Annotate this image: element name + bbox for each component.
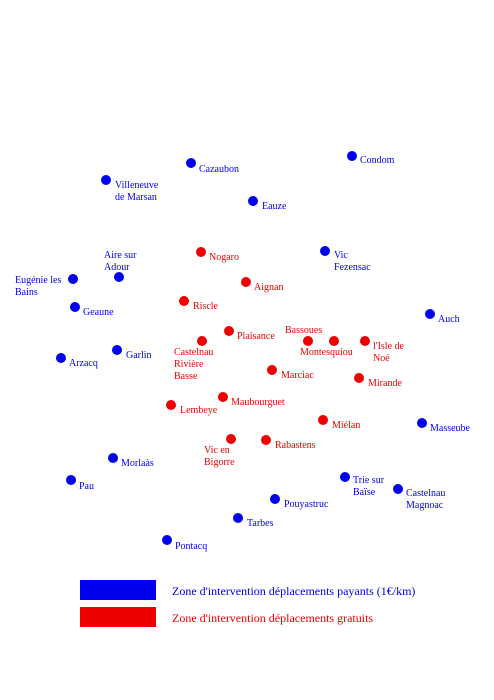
town-marker bbox=[425, 309, 435, 319]
town-label: Arzacq bbox=[69, 358, 98, 369]
town-label: Vic Fezensac bbox=[334, 250, 371, 273]
town-label: Aignan bbox=[254, 282, 284, 293]
town-label: Marciac bbox=[281, 370, 314, 381]
town-label: Cazaubon bbox=[199, 164, 239, 175]
town-marker bbox=[166, 400, 176, 410]
town-marker bbox=[393, 484, 403, 494]
town-marker bbox=[320, 246, 330, 256]
town-label: Mirande bbox=[368, 378, 402, 389]
town-label: Pouyastruc bbox=[284, 499, 329, 510]
town-label: Eauze bbox=[262, 201, 287, 212]
town-marker bbox=[162, 535, 172, 545]
town-marker bbox=[329, 336, 339, 346]
town-label: Plaisance bbox=[237, 331, 275, 342]
town-marker bbox=[186, 158, 196, 168]
town-marker bbox=[340, 472, 350, 482]
town-label: Geaune bbox=[83, 307, 114, 318]
town-label: Bassoues bbox=[285, 325, 323, 336]
legend-swatch-payant bbox=[80, 580, 156, 600]
town-label: l'Isle de Noé bbox=[373, 341, 404, 364]
town-marker bbox=[417, 418, 427, 428]
town-label: Nogaro bbox=[209, 252, 239, 263]
town-marker bbox=[196, 247, 206, 257]
town-label: Montesquiou bbox=[300, 347, 353, 358]
town-label: Garlin bbox=[126, 350, 152, 361]
town-label: Riscle bbox=[193, 301, 218, 312]
town-label: Aire sur Adour bbox=[104, 250, 137, 273]
town-label: Tarbes bbox=[247, 518, 274, 529]
town-marker bbox=[108, 453, 118, 463]
town-label: Trie sur Baïse bbox=[353, 475, 385, 498]
town-marker bbox=[241, 277, 251, 287]
town-marker bbox=[303, 336, 313, 346]
town-marker bbox=[360, 336, 370, 346]
town-marker bbox=[267, 365, 277, 375]
town-marker bbox=[66, 475, 76, 485]
town-label: Castelnau Rivière Basse bbox=[174, 347, 214, 382]
town-marker bbox=[224, 326, 234, 336]
legend-label-payant: Zone d'intervention déplacements payants (1€/km) bbox=[172, 584, 416, 598]
town-label: Condom bbox=[360, 155, 395, 166]
town-label: Maubourguet bbox=[231, 397, 285, 408]
town-marker bbox=[56, 353, 66, 363]
town-label: Auch bbox=[438, 314, 460, 325]
legend-swatch-gratuit bbox=[80, 607, 156, 627]
town-marker bbox=[270, 494, 280, 504]
town-marker bbox=[226, 434, 236, 444]
town-marker bbox=[179, 296, 189, 306]
town-marker bbox=[233, 513, 243, 523]
town-label: Rabastens bbox=[275, 440, 316, 451]
town-marker bbox=[261, 435, 271, 445]
town-marker bbox=[101, 175, 111, 185]
town-label: Pau bbox=[79, 481, 94, 492]
town-label: Pontacq bbox=[175, 541, 208, 552]
town-marker bbox=[218, 392, 228, 402]
town-marker bbox=[354, 373, 364, 383]
legend-label-gratuit: Zone d'intervention déplacements gratuits bbox=[172, 611, 374, 625]
town-label: Villeneuve de Marsan bbox=[115, 180, 159, 203]
town-marker bbox=[70, 302, 80, 312]
town-marker bbox=[68, 274, 78, 284]
town-label: Castelnau Magnoac bbox=[406, 488, 446, 511]
town-label: Miélan bbox=[332, 420, 361, 431]
town-label: Masseube bbox=[430, 423, 470, 434]
town-marker bbox=[318, 415, 328, 425]
town-marker bbox=[112, 345, 122, 355]
town-label: Morlaàs bbox=[121, 458, 154, 469]
town-label: Lembeye bbox=[180, 405, 218, 416]
town-label: Eugénie les Bains bbox=[15, 275, 62, 298]
town-marker bbox=[347, 151, 357, 161]
town-marker bbox=[197, 336, 207, 346]
town-label: Vic en Bigorre bbox=[204, 445, 235, 468]
town-marker bbox=[248, 196, 258, 206]
